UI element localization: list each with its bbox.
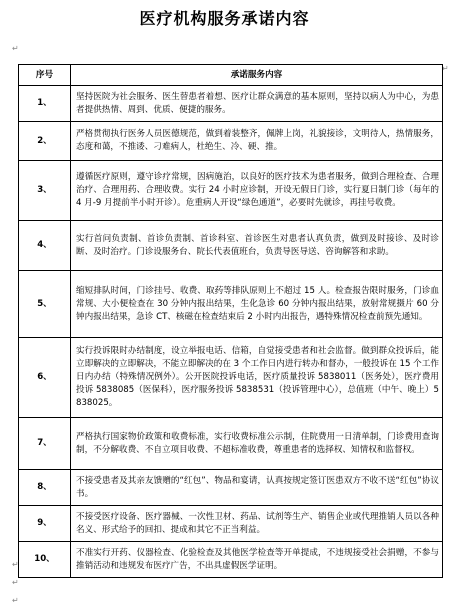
row-content: 严格执行国家物价政策和收费标准，实行收费标准公示制，住院费用一日清单制，门诊费用查询制，不分解收费、不自立项目收费、不超标准收费，尊重患者的选择权、知情权和监督权。 [71, 418, 443, 470]
row-number: 3、 [19, 161, 71, 221]
table-header-row [19, 65, 443, 86]
row-number: 7、 [19, 418, 71, 470]
paragraph-mark-icon: ↵ [12, 560, 19, 569]
table-row [19, 221, 443, 271]
table-row [19, 470, 443, 506]
row-content: 坚持医院为社会服务、医生替患者着想、医疗让群众满意的基本原则，坚持以病人为中心，为患者提供热情、周到、优质、便捷的服务。 [71, 86, 443, 122]
column-header-number: 序号 [19, 65, 71, 86]
row-number: 1、 [19, 86, 71, 122]
row-number: 10、 [19, 542, 71, 578]
row-content: 严格贯彻执行医务人员医德规范，做到着装整齐，佩牌上岗，礼貌接诊，文明待人，热情服务，态度和蔼，不推诿、刁难病人，杜绝生、冷、硬、推。 [71, 122, 443, 161]
row-content: 实行投诉限时办结制度，设立举报电话、信箱，自觉接受患者和社会监督。做到群众投诉后，能立即解决的立即解决，不能立即解决的在 3 个工作日内进行转办和督办，一般投诉在 15 个工作日内办结（特殊情况例外）。公开医院投诉电话，医疗质量投诉 5838011（医务处），医疗费用投诉 5838085（医保科），医疗服务投诉 5838531（投诉管理中心），总值班（中午、晚上）5838025。 [71, 338, 443, 418]
row-content: 不准实行开药、仪器检查、化验检查及其他医学检查等开单提成，不违规接受社会捐赠，不参与推销活动和违规发布医疗广告，不出具虚假医学证明。 [71, 542, 443, 578]
row-number: 6、 [19, 338, 71, 418]
service-commitment-table [18, 64, 443, 578]
row-number: 2、 [19, 122, 71, 161]
row-number: 9、 [19, 506, 71, 542]
table-row [19, 338, 443, 418]
table-row [19, 506, 443, 542]
page-title: 医疗机构服务承诺内容 [139, 9, 310, 28]
paragraph-mark-icon: ↵ [12, 44, 19, 53]
row-number: 5、 [19, 271, 71, 338]
table-row [19, 161, 443, 221]
row-number: 4、 [19, 221, 71, 271]
paragraph-mark-icon: ↵ [442, 64, 449, 73]
row-content: 实行首问负责制、首诊负责制、首诊科室、首诊医生对患者认真负责，做到及时接诊、及时诊断、及时治疗。门诊设服务台、院长代表值班台，负责导医导送、咨询解答和求助。 [71, 221, 443, 271]
table-row [19, 122, 443, 161]
row-content: 遵循医疗原则，遵守诊疗常规，因病施治，以良好的医疗技术为患者服务，做到合理检查、合理治疗、合理用药、合理收费。实行 24 小时应诊制，开设无假日门诊，实行夏日制门诊（每年的 4 月-9 月提前半小时开诊）。危重病人开设“绿色通道”，必要时先就诊，再挂号收费。 [71, 161, 443, 221]
row-number: 8、 [19, 470, 71, 506]
table-row [19, 542, 443, 578]
row-content: 缩短排队时间，门诊挂号、收费、取药等排队原则上不超过 15 人。检查报告限时服务，门诊血常规、大小便检查在 30 分钟内报出结果，生化急诊 60 分钟内报出结果，放射常规摄片 60 分钟内报出结果，急诊 CT、核磁在检查结束后 2 小时内出报告，遇特殊情况检查前预先通知。 [71, 271, 443, 338]
table-row [19, 86, 443, 122]
paragraph-mark-icon: ↵ [12, 578, 19, 587]
paragraph-mark-icon: ↵ [12, 596, 19, 605]
row-content: 不接受患者及其亲友馈赠的“红包”、物品和宴请，认真按规定签订医患双方不收不送“红包”协议书。 [71, 470, 443, 506]
table-row [19, 418, 443, 470]
table-row [19, 271, 443, 338]
column-header-content: 承诺服务内容 [71, 65, 443, 86]
row-content: 不接受医疗设备、医疗器械、一次性卫材、药品、试剂等生产、销售企业或代理推销人员以各种名义、形式给予的回扣、提成和其它不正当利益。 [71, 506, 443, 542]
